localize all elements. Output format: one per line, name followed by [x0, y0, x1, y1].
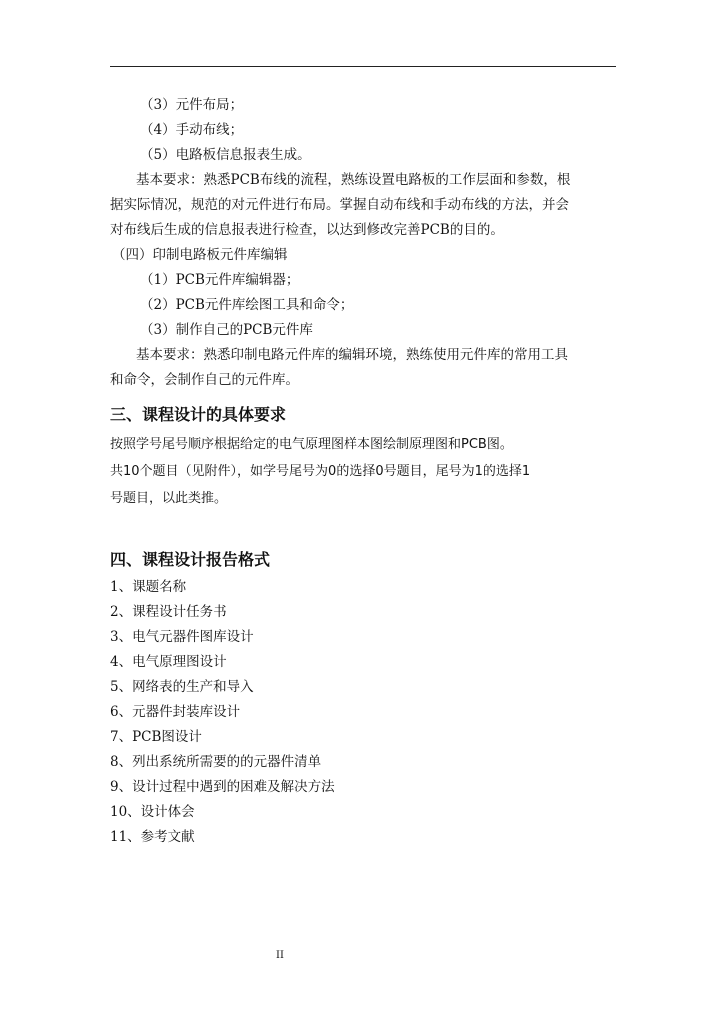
- page-number: II: [276, 950, 284, 961]
- list-item: （3）制作自己的PCB元件库: [140, 322, 313, 338]
- section-heading: 三、课程设计的具体要求: [110, 405, 287, 424]
- list-item: （4）手动布线；: [140, 122, 244, 138]
- list-item: 3、电气元器件图库设计: [110, 629, 254, 645]
- list-item: 5、网络表的生产和导入: [110, 679, 254, 695]
- section-heading: 四、课程设计报告格式: [110, 550, 271, 569]
- requirement-line: 基本要求：熟悉印制电路元件库的编辑环境，熟练使用元件库的常用工具: [136, 347, 568, 363]
- list-item: 10、设计体会: [110, 804, 195, 820]
- list-item: 8、列出系统所需要的的元器件清单: [110, 754, 322, 770]
- subsection-title: （四）印制电路板元件库编辑: [112, 247, 288, 263]
- paragraph: 号题目，以此类推。: [110, 491, 228, 506]
- list-item: 1、课题名称: [110, 579, 187, 595]
- list-item: 11、参考文献: [110, 829, 195, 845]
- list-item: 2、课程设计任务书: [110, 604, 227, 620]
- header-rule: [110, 66, 616, 67]
- list-item: 6、元器件封装库设计: [110, 704, 241, 720]
- list-item: （5）电路板信息报表生成。: [140, 147, 311, 163]
- paragraph: 按照学号尾号顺序根据给定的电气原理图样本图绘制原理图和PCB图。: [110, 437, 513, 452]
- list-item: 9、设计过程中遇到的困难及解决方法: [110, 779, 335, 795]
- list-item: （3）元件布局；: [140, 97, 244, 113]
- requirement-line: 对布线后生成的信息报表进行检查，以达到修改完善PCB的目的。: [110, 222, 504, 238]
- list-item: （2）PCB元件库绘图工具和命令；: [140, 297, 354, 313]
- list-item: 4、电气原理图设计: [110, 654, 227, 670]
- requirement-line: 基本要求：熟悉PCB布线的流程，熟练设置电路板的工作层面和参数，根: [136, 172, 571, 188]
- list-item: （1）PCB元件库编辑器；: [140, 272, 300, 288]
- list-item: 7、PCB图设计: [110, 729, 202, 745]
- paragraph: 共10个题目（见附件），如学号尾号为0的选择0号题目，尾号为1的选择1: [110, 464, 531, 479]
- requirement-line: 和命令，会制作自己的元件库。: [110, 372, 299, 388]
- requirement-line: 据实际情况，规范的对元件进行布局。掌握自动布线和手动布线的方法，并会: [110, 197, 569, 213]
